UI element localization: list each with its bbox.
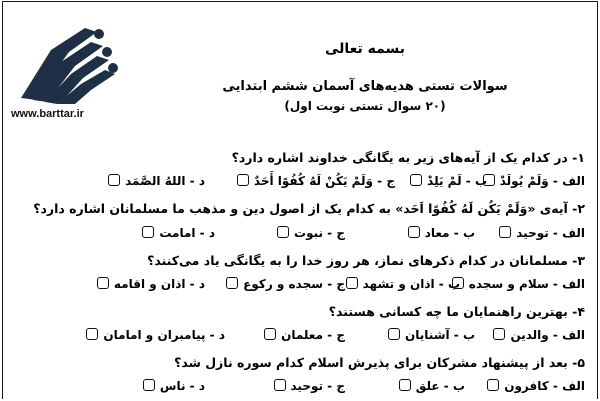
checkbox-icon[interactable] — [97, 277, 109, 289]
q3-option-c[interactable] — [226, 277, 345, 291]
question-2: ۲- آیه‌ی «وَلَمْ یَکُن لَهُ کُفُوًا اَحَد» به کدام یک از اصول دین و مذهب ما مسلمانان اشاره دارد؟ — [33, 201, 585, 216]
q1-option-c[interactable] — [237, 174, 395, 188]
q1-option-b[interactable] — [410, 174, 487, 188]
question-4: ۴- بهترین راهنمایان ما چه کسانی هستند؟ — [328, 304, 585, 319]
q4-option-d[interactable] — [86, 328, 225, 342]
question-4-options — [15, 328, 585, 348]
question-5-options — [15, 379, 585, 399]
q2-option-b[interactable] — [408, 226, 475, 240]
checkbox-icon[interactable] — [277, 226, 289, 238]
option-label: الف - والدین — [510, 328, 585, 342]
question-3: ۳- مسلمانان در کدام ذکرهای نماز، هر روز خدا را به یگانگی یاد می‌کنند؟ — [147, 253, 585, 268]
checkbox-icon[interactable] — [410, 174, 422, 186]
q1-option-d[interactable] — [108, 174, 205, 188]
question-1: ۱- در کدام یک از آیه‌های زیر به یگانگی خداوند اشاره دارد؟ — [231, 150, 585, 165]
q5-option-d[interactable] — [143, 379, 205, 393]
worksheet-page — [2, 1, 598, 399]
q4-option-a[interactable] — [493, 328, 585, 342]
checkbox-icon[interactable] — [408, 226, 420, 238]
option-label: ب - علق — [415, 379, 465, 393]
website-url: www.barttar.ir — [11, 108, 84, 120]
option-label: ب - معاد — [424, 226, 475, 240]
q2-option-c[interactable] — [277, 226, 345, 240]
checkbox-icon[interactable] — [142, 226, 154, 238]
checkbox-icon[interactable] — [108, 174, 120, 186]
checkbox-icon[interactable] — [86, 328, 98, 340]
option-label: ج - سجده و رکوع — [243, 277, 345, 291]
checkbox-icon[interactable] — [274, 379, 286, 391]
q4-option-b[interactable] — [388, 328, 475, 342]
option-label: ج - نبوت — [294, 226, 345, 240]
option-label: د - پیامبران و امامان — [103, 328, 225, 342]
question-3-options — [15, 277, 585, 297]
option-label: الف - کافرون — [504, 379, 585, 393]
option-label: الف - وَلَمْ یُولَدْ — [499, 174, 585, 188]
question-5: ۵- بعد از پیشنهاد مشرکان برای پذیرش اسلام کدام سوره نازل شد؟ — [174, 355, 585, 370]
option-label: د - ناس — [159, 379, 205, 393]
basmala: بسمه تعالی — [324, 41, 406, 57]
checkbox-icon[interactable] — [499, 226, 511, 238]
q3-option-d[interactable] — [97, 277, 205, 291]
checkbox-icon[interactable] — [143, 379, 155, 391]
option-label: ج - معلمان — [281, 328, 345, 342]
option-label: الف - سلام و سجده — [468, 277, 585, 291]
checkbox-icon[interactable] — [226, 277, 238, 289]
q5-option-a[interactable] — [487, 379, 585, 393]
q3-option-b[interactable] — [346, 277, 460, 291]
checkbox-icon[interactable] — [388, 328, 400, 340]
option-label: ب - اذان و تشهد — [362, 277, 460, 291]
q1-option-a[interactable] — [483, 174, 585, 188]
checkbox-icon[interactable] — [346, 277, 358, 289]
q5-option-b[interactable] — [399, 379, 465, 393]
option-label: ب - لَمْ یَلِدْ — [427, 174, 487, 188]
checkbox-icon[interactable] — [493, 328, 505, 340]
site-logo — [11, 20, 131, 125]
q2-option-d[interactable] — [142, 226, 215, 240]
option-label: د - اللهُ الصَّمَد — [125, 174, 205, 188]
option-label: ج - وَلَمْ یَکُنْ لَهُ کُفُوًا أَحَدٌ — [253, 174, 395, 188]
option-label: د - امامت — [159, 226, 215, 240]
checkbox-icon[interactable] — [264, 328, 276, 340]
checkbox-icon[interactable] — [399, 379, 411, 391]
logo-graphic — [11, 20, 131, 106]
option-label: ب - آشنایان — [405, 328, 475, 342]
question-1-options — [15, 174, 585, 194]
worksheet-note: (۲۰ سوال تستی نوبت اول) — [284, 99, 446, 113]
checkbox-icon[interactable] — [487, 379, 499, 391]
option-label: الف - توحید — [516, 226, 585, 240]
q4-option-c[interactable] — [264, 328, 345, 342]
option-label: ج - توحید — [290, 379, 345, 393]
worksheet-title: سوالات تستی هدیه‌های آسمان ششم ابتدایی — [222, 79, 508, 94]
q2-option-a[interactable] — [499, 226, 585, 240]
option-label: د - اذان و اقامه — [113, 277, 205, 291]
checkbox-icon[interactable] — [237, 174, 249, 186]
question-2-options — [15, 226, 585, 246]
q5-option-c[interactable] — [274, 379, 346, 393]
q3-option-a[interactable] — [452, 277, 585, 291]
